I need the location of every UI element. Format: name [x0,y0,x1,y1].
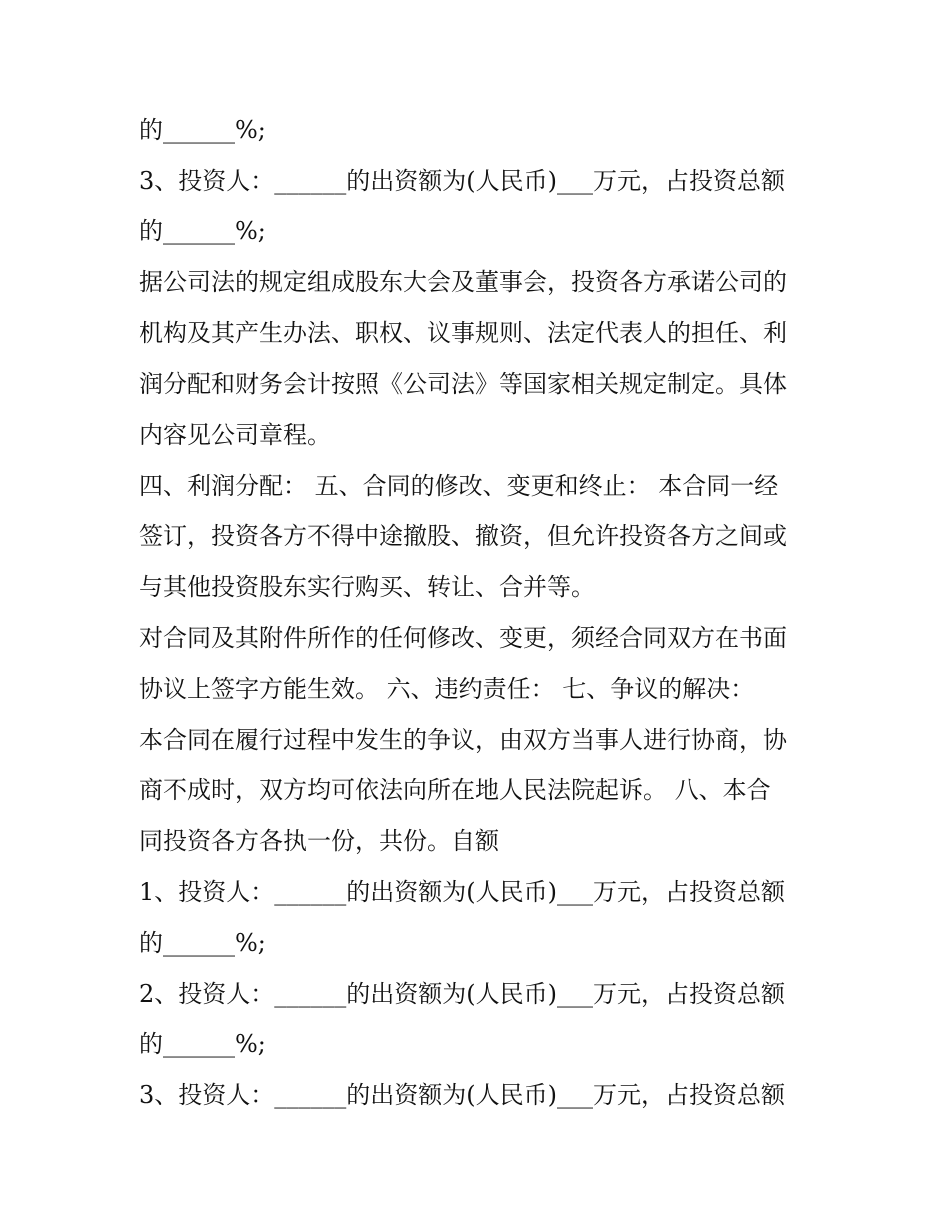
text-line: 本合同在履行过程中发生的争议，由双方当事人进行协商，协 [139,726,787,754]
text-line: 3、投资人：______的出资额为(人民币)___万元，占投资总额 [139,1081,785,1109]
text-line: 1、投资人：______的出资额为(人民币)___万元，占投资总额 [139,878,785,906]
text-line: 同投资各方各执一份，共份。自额 [139,827,499,855]
text-line: 四、利润分配： 五、合同的修改、变更和终止： 本合同一经 [139,472,779,500]
text-line: 的______%; [139,1030,266,1058]
text-line: 润分配和财务会计按照《公司法》等国家相关规定制定。具体 [139,370,787,398]
text-line: 签订，投资各方不得中途撤股、撤资，但允许投资各方之间或 [139,522,787,550]
text-line: 内容见公司章程。 [139,421,331,449]
text-line: 的______%; [139,217,266,245]
text-line: 与其他投资股东实行购买、转让、合并等。 [139,573,595,601]
text-line: 的______%; [139,116,266,144]
text-line: 2、投资人：______的出资额为(人民币)___万元，占投资总额 [139,980,785,1008]
text-line: 机构及其产生办法、职权、议事规则、法定代表人的担任、利 [139,319,787,347]
text-line: 协议上签字方能生效。 六、违约责任： 七、争议的解决： [139,675,755,703]
text-line: 对合同及其附件所作的任何修改、变更，须经合同双方在书面 [139,624,787,652]
text-line: 的______%; [139,929,266,957]
text-line: 3、投资人：______的出资额为(人民币)___万元，占投资总额 [139,167,785,195]
text-line: 据公司法的规定组成股东大会及董事会，投资各方承诺公司的 [139,268,787,296]
text-line: 商不成时，双方均可依法向所在地人民法院起诉。 八、本合 [139,776,771,804]
